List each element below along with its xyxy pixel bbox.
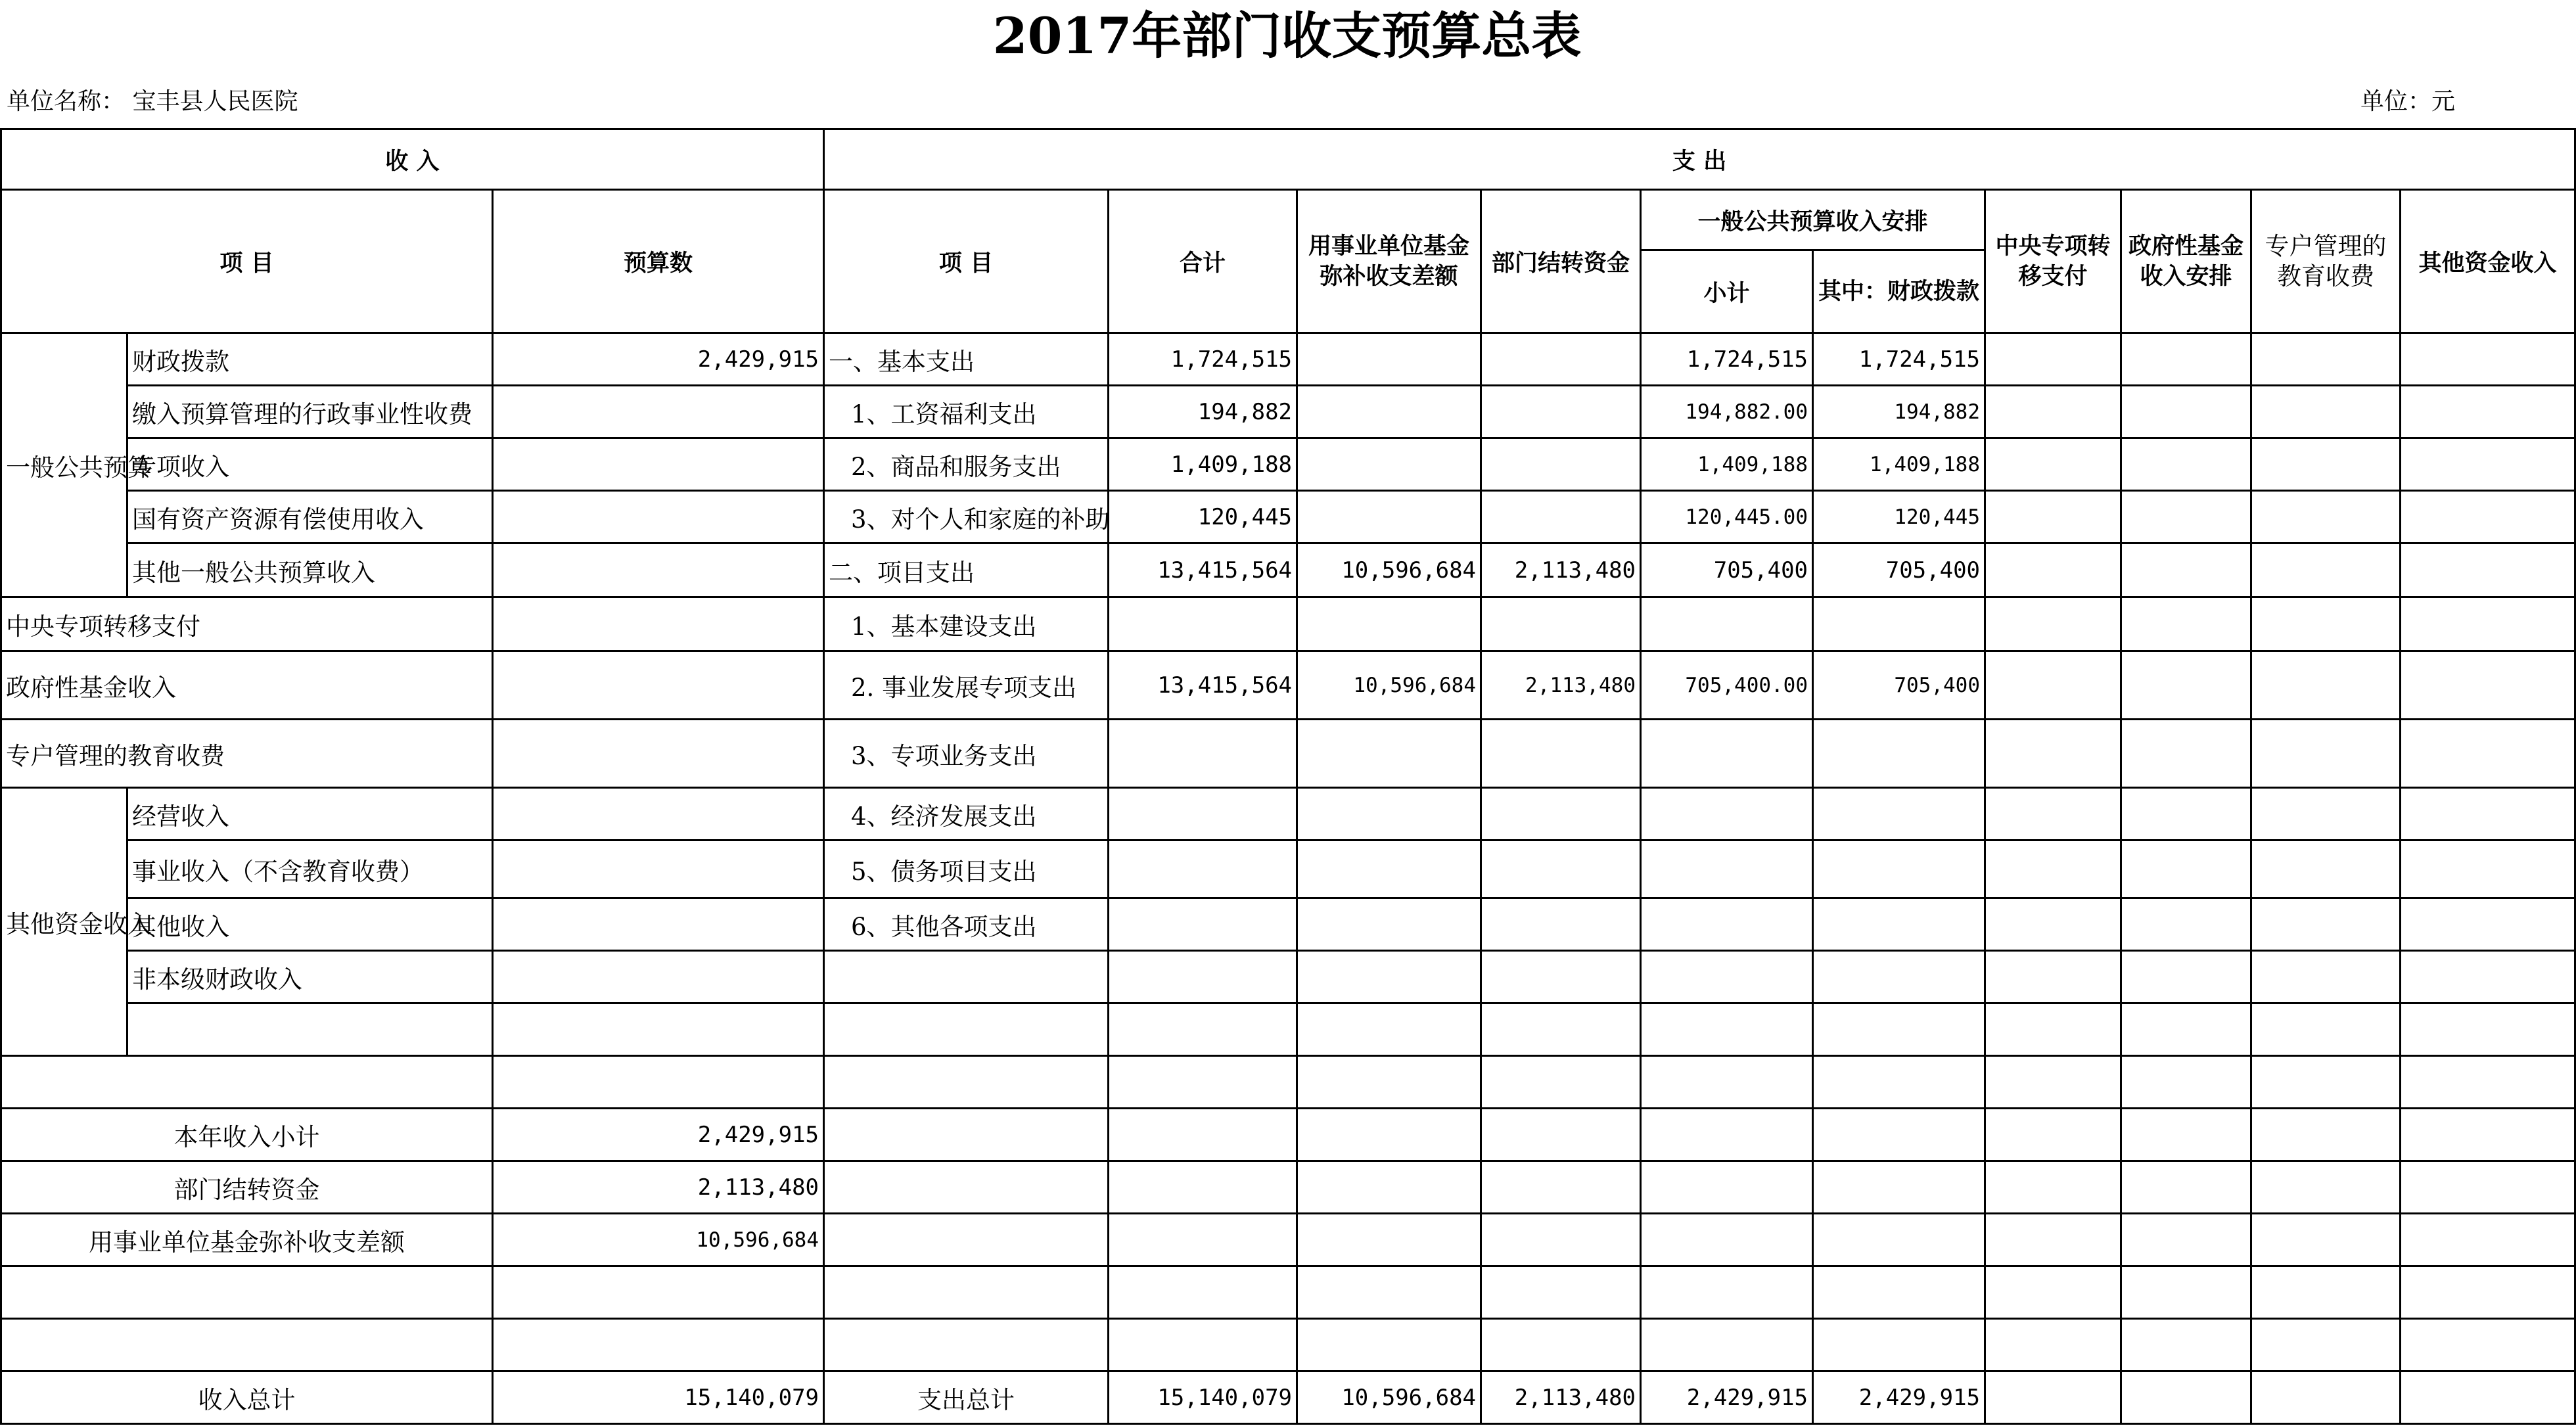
unit-name: 单位名称： 宝丰县人民医院 [7,88,298,115]
subtotal-value [1641,951,1813,1003]
income-item [1,1319,493,1371]
table-row [1,597,2575,651]
income-item: 专项收入 [127,438,493,491]
empty-cell [2251,720,2401,788]
of-which-value [1813,720,1985,788]
subtotal-value [1641,1319,1813,1371]
fund-gap-value [1297,438,1481,491]
fund-gap-value [1297,898,1481,951]
empty-cell [2121,898,2251,951]
carryover-value [1481,1056,1641,1109]
of-which-value [1813,1214,1985,1266]
expense-item-value [824,1319,1109,1371]
budget-value: 15,140,079 [493,1371,824,1424]
gov-fund-header: 政府性基金收入安排 [2121,190,2251,333]
expense-item-value: 5、债务项目支出 [824,841,1109,898]
empty-cell [2121,1109,2251,1161]
income-item: 中央专项转移支付 [1,597,493,651]
carryover-value [1481,386,1641,438]
empty-cell [2251,491,2401,543]
total-value: 1,409,188 [1109,438,1297,491]
section-header-row [1,129,2575,190]
report-title: 2017年部门收支预算总表 [992,7,1582,65]
empty-cell [1985,951,2121,1003]
fund-gap-value [1297,1161,1481,1214]
subtotal-value: 1,409,188 [1641,438,1813,491]
empty-cell [2401,1161,2575,1214]
of-which-value [1813,841,1985,898]
empty-cell [2401,898,2575,951]
table-row [1,951,2575,1003]
empty-cell [1985,1161,2121,1214]
of-which-value: 1,409,188 [1813,438,1985,491]
expense-section-header: 支 出 [824,129,2575,190]
empty-cell [2401,1003,2575,1056]
empty-cell [1985,1109,2121,1161]
total-value: 15,140,079 [1109,1371,1297,1424]
income-item: 事业收入（不含教育收费） [127,841,493,898]
budget-table [0,128,2576,1425]
empty-cell [2121,1319,2251,1371]
empty-cell [2251,898,2401,951]
total-value: 13,415,564 [1109,543,1297,597]
carryover-value [1481,1003,1641,1056]
empty-cell [2251,1266,2401,1319]
fund-gap-value [1297,1056,1481,1109]
total-value [1109,597,1297,651]
empty-cell [2401,1371,2575,1424]
of-which-value [1813,898,1985,951]
empty-cell [1985,720,2121,788]
of-which-value: 194,882 [1813,386,1985,438]
empty-cell [2251,788,2401,841]
carryover-value [1481,898,1641,951]
subtotal-value [1641,841,1813,898]
carryover-value [1481,1319,1641,1371]
empty-cell [2401,1056,2575,1109]
group-label-general-budget: 一般公共预算 [1,333,127,597]
empty-cell [1985,438,2121,491]
fund-gap-value [1297,597,1481,651]
empty-cell [1985,1214,2121,1266]
empty-cell [2401,788,2575,841]
empty-cell [2401,1214,2575,1266]
carryover-value [1481,491,1641,543]
empty-cell [2251,951,2401,1003]
expense-item-value: 1、基本建设支出 [824,597,1109,651]
table-row [1,651,2575,720]
carryover-value: 2,113,480 [1481,1371,1641,1424]
fund-gap-value [1297,1214,1481,1266]
total-value: 1,724,515 [1109,333,1297,386]
total-value [1109,1109,1297,1161]
income-item: 其他一般公共预算收入 [127,543,493,597]
group-label-other-funds: 其他资金收入 [1,788,127,1056]
empty-cell [2121,386,2251,438]
table-row [1,386,2575,438]
subtotal-value [1641,1109,1813,1161]
of-which-value [1813,788,1985,841]
of-which-value: 2,429,915 [1813,1371,1985,1424]
edu-fee-header: 专户管理的教育收费 [2251,190,2401,333]
carryover-value [1481,1266,1641,1319]
income-item: 政府性基金收入 [1,651,493,720]
fund-gap-value [1297,951,1481,1003]
total-value [1109,951,1297,1003]
expense-item-value [824,1003,1109,1056]
table-row [1,1109,2575,1161]
total-value [1109,841,1297,898]
subtotal-value [1641,597,1813,651]
carryover-value [1481,333,1641,386]
budget-value [493,898,824,951]
fund-gap-value [1297,333,1481,386]
table-row [1,841,2575,898]
expense-item-value [824,1214,1109,1266]
budget-value [493,720,824,788]
table-row [1,898,2575,951]
empty-cell [2121,1003,2251,1056]
budget-value [493,438,824,491]
empty-cell [2401,951,2575,1003]
expense-item-value [824,1056,1109,1109]
budget-value [493,1003,824,1056]
empty-cell [2251,1161,2401,1214]
table-row [1,1214,2575,1266]
empty-cell [2121,1371,2251,1424]
income-item: 部门结转资金 [1,1161,493,1214]
empty-cell [2251,1214,2401,1266]
column-header-row [1,190,2575,250]
empty-cell [2401,720,2575,788]
income-item: 经营收入 [127,788,493,841]
empty-cell [2251,1109,2401,1161]
income-item [1,1056,493,1109]
empty-cell [2401,1319,2575,1371]
table-row [1,491,2575,543]
empty-cell [2401,543,2575,597]
income-item: 财政拨款 [127,333,493,386]
table-row [1,788,2575,841]
expense-item-value: 4、经济发展支出 [824,788,1109,841]
income-item: 缴入预算管理的行政事业性收费 [127,386,493,438]
subtotal-value [1641,898,1813,951]
subtotal-value [1641,1056,1813,1109]
subtotal-value [1641,1214,1813,1266]
income-item: 国有资产资源有偿使用收入 [127,491,493,543]
subtotal-value [1641,1161,1813,1214]
empty-cell [1985,1319,2121,1371]
budget-value: 2,113,480 [493,1161,824,1214]
subtotal-value [1641,1003,1813,1056]
table-row [1,1266,2575,1319]
empty-cell [2251,386,2401,438]
subtotal-value [1641,1266,1813,1319]
table-row [1,1161,2575,1214]
expense-item-value [824,1161,1109,1214]
empty-cell [1985,543,2121,597]
expense-item-value [824,1109,1109,1161]
budget-value [493,951,824,1003]
table-row [1,1003,2575,1056]
empty-cell [2251,651,2401,720]
empty-cell [2121,1214,2251,1266]
empty-cell [1985,597,2121,651]
total-value [1109,1003,1297,1056]
carryover-value [1481,951,1641,1003]
empty-cell [2401,1266,2575,1319]
empty-cell [2401,1109,2575,1161]
total-value [1109,720,1297,788]
fund-gap-header: 用事业单位基金弥补收支差额 [1297,190,1481,333]
table-row [1,333,2575,386]
empty-cell [2121,543,2251,597]
income-item-header: 项 目 [1,190,493,333]
table-row [1,1371,2575,1424]
fund-gap-value [1297,1109,1481,1161]
table-row [1,438,2575,491]
currency-unit: 单位：元 [2360,88,2456,115]
fund-gap-value: 10,596,684 [1297,651,1481,720]
income-item: 本年收入小计 [1,1109,493,1161]
table-row [1,543,2575,597]
budget-header: 预算数 [493,190,824,333]
empty-cell [2121,1161,2251,1214]
total-value: 194,882 [1109,386,1297,438]
empty-cell [2401,597,2575,651]
budget-value [493,1056,824,1109]
fund-gap-value [1297,491,1481,543]
budget-value [493,386,824,438]
of-which-value [1813,1266,1985,1319]
expense-item-header: 项 目 [824,190,1109,333]
total-value: 13,415,564 [1109,651,1297,720]
carryover-header: 部门结转资金 [1481,190,1641,333]
empty-cell [2251,1056,2401,1109]
total-value [1109,1266,1297,1319]
income-item: 收入总计 [1,1371,493,1424]
subtotal-value: 1,724,515 [1641,333,1813,386]
budget-value [493,841,824,898]
empty-cell [2401,386,2575,438]
empty-cell [1985,333,2121,386]
of-which-value [1813,597,1985,651]
budget-value: 10,596,684 [493,1214,824,1266]
empty-cell [2121,720,2251,788]
income-item [1,1266,493,1319]
carryover-value [1481,1214,1641,1266]
empty-cell [2121,597,2251,651]
empty-cell [2401,438,2575,491]
budget-value [493,1319,824,1371]
empty-cell [2401,651,2575,720]
budget-value [493,597,824,651]
budget-value [493,491,824,543]
empty-cell [2251,333,2401,386]
subtotal-value: 705,400 [1641,543,1813,597]
budget-value [493,651,824,720]
empty-cell [2121,841,2251,898]
expense-item-value: 2. 事业发展专项支出 [824,651,1109,720]
of-which-value [1813,1319,1985,1371]
fund-gap-value [1297,1319,1481,1371]
table-row [1,1319,2575,1371]
empty-cell [1985,1371,2121,1424]
empty-cell [1985,1056,2121,1109]
empty-cell [1985,651,2121,720]
total-value [1109,1214,1297,1266]
empty-cell [2121,1266,2251,1319]
income-item: 用事业单位基金弥补收支差额 [1,1214,493,1266]
carryover-value [1481,1161,1641,1214]
empty-cell [1985,788,2121,841]
total-value: 120,445 [1109,491,1297,543]
budget-value: 2,429,915 [493,1109,824,1161]
expense-item-value [824,1266,1109,1319]
fund-gap-value [1297,841,1481,898]
general-budget-header: 一般公共预算收入安排 [1641,190,1985,250]
carryover-value [1481,841,1641,898]
empty-cell [2401,333,2575,386]
empty-cell [2251,1371,2401,1424]
table-row [1,1056,2575,1109]
income-item: 其他收入 [127,898,493,951]
carryover-value [1481,720,1641,788]
fund-gap-value [1297,720,1481,788]
empty-cell [2251,597,2401,651]
income-item [127,1003,493,1056]
empty-cell [2121,788,2251,841]
subtotal-value: 2,429,915 [1641,1371,1813,1424]
of-which-value: 705,400 [1813,543,1985,597]
income-item: 非本级财政收入 [127,951,493,1003]
empty-cell [2121,333,2251,386]
subtotal-value [1641,720,1813,788]
empty-cell [2251,1003,2401,1056]
fund-gap-value: 10,596,684 [1297,543,1481,597]
subtotal-value: 194,882.00 [1641,386,1813,438]
income-item: 专户管理的教育收费 [1,720,493,788]
subtotal-value [1641,788,1813,841]
expense-item-value: 二、项目支出 [824,543,1109,597]
carryover-value [1481,597,1641,651]
of-which-value [1813,951,1985,1003]
of-which-value [1813,1109,1985,1161]
expense-item-value: 2、商品和服务支出 [824,438,1109,491]
empty-cell [2121,651,2251,720]
empty-cell [1985,1003,2121,1056]
carryover-value [1481,1109,1641,1161]
empty-cell [2121,491,2251,543]
budget-value [493,543,824,597]
expense-item-value: 1、工资福利支出 [824,386,1109,438]
expense-item-value: 3、对个人和家庭的补助 [824,491,1109,543]
of-which-value: 120,445 [1813,491,1985,543]
total-header: 合计 [1109,190,1297,333]
empty-cell [2401,841,2575,898]
of-which-value: 705,400 [1813,651,1985,720]
subtotal-value: 120,445.00 [1641,491,1813,543]
of-which-value: 1,724,515 [1813,333,1985,386]
total-value [1109,898,1297,951]
carryover-value: 2,113,480 [1481,651,1641,720]
table-row [1,720,2575,788]
fund-gap-value [1297,386,1481,438]
income-section-header: 收 入 [1,129,824,190]
carryover-value: 2,113,480 [1481,543,1641,597]
empty-cell [2121,1056,2251,1109]
empty-cell [2251,841,2401,898]
of-which-header: 其中：财政拨款 [1813,250,1985,333]
total-value [1109,1161,1297,1214]
fund-gap-value [1297,1003,1481,1056]
empty-cell [2251,1319,2401,1371]
empty-cell [1985,491,2121,543]
expense-item-value [824,951,1109,1003]
budget-value [493,788,824,841]
central-transfer-header: 中央专项转移支付 [1985,190,2121,333]
empty-cell [2251,438,2401,491]
expense-item-value: 支出总计 [824,1371,1109,1424]
fund-gap-value: 10,596,684 [1297,1371,1481,1424]
expense-item-value: 6、其他各项支出 [824,898,1109,951]
empty-cell [1985,898,2121,951]
empty-cell [1985,386,2121,438]
total-value [1109,1319,1297,1371]
empty-cell [2121,951,2251,1003]
fund-gap-value [1297,1266,1481,1319]
budget-value: 2,429,915 [493,333,824,386]
fund-gap-value [1297,788,1481,841]
of-which-value [1813,1161,1985,1214]
other-funds-header: 其他资金收入 [2401,190,2575,333]
expense-item-value: 3、专项业务支出 [824,720,1109,788]
total-value [1109,788,1297,841]
carryover-value [1481,438,1641,491]
empty-cell [2251,543,2401,597]
of-which-value [1813,1003,1985,1056]
empty-cell [2121,438,2251,491]
empty-cell [1985,841,2121,898]
empty-cell [1985,1266,2121,1319]
total-value [1109,1056,1297,1109]
expense-item-value: 一、基本支出 [824,333,1109,386]
subtotal-value: 705,400.00 [1641,651,1813,720]
budget-value [493,1266,824,1319]
carryover-value [1481,788,1641,841]
subtotal-header: 小计 [1641,250,1813,333]
of-which-value [1813,1056,1985,1109]
empty-cell [2401,491,2575,543]
